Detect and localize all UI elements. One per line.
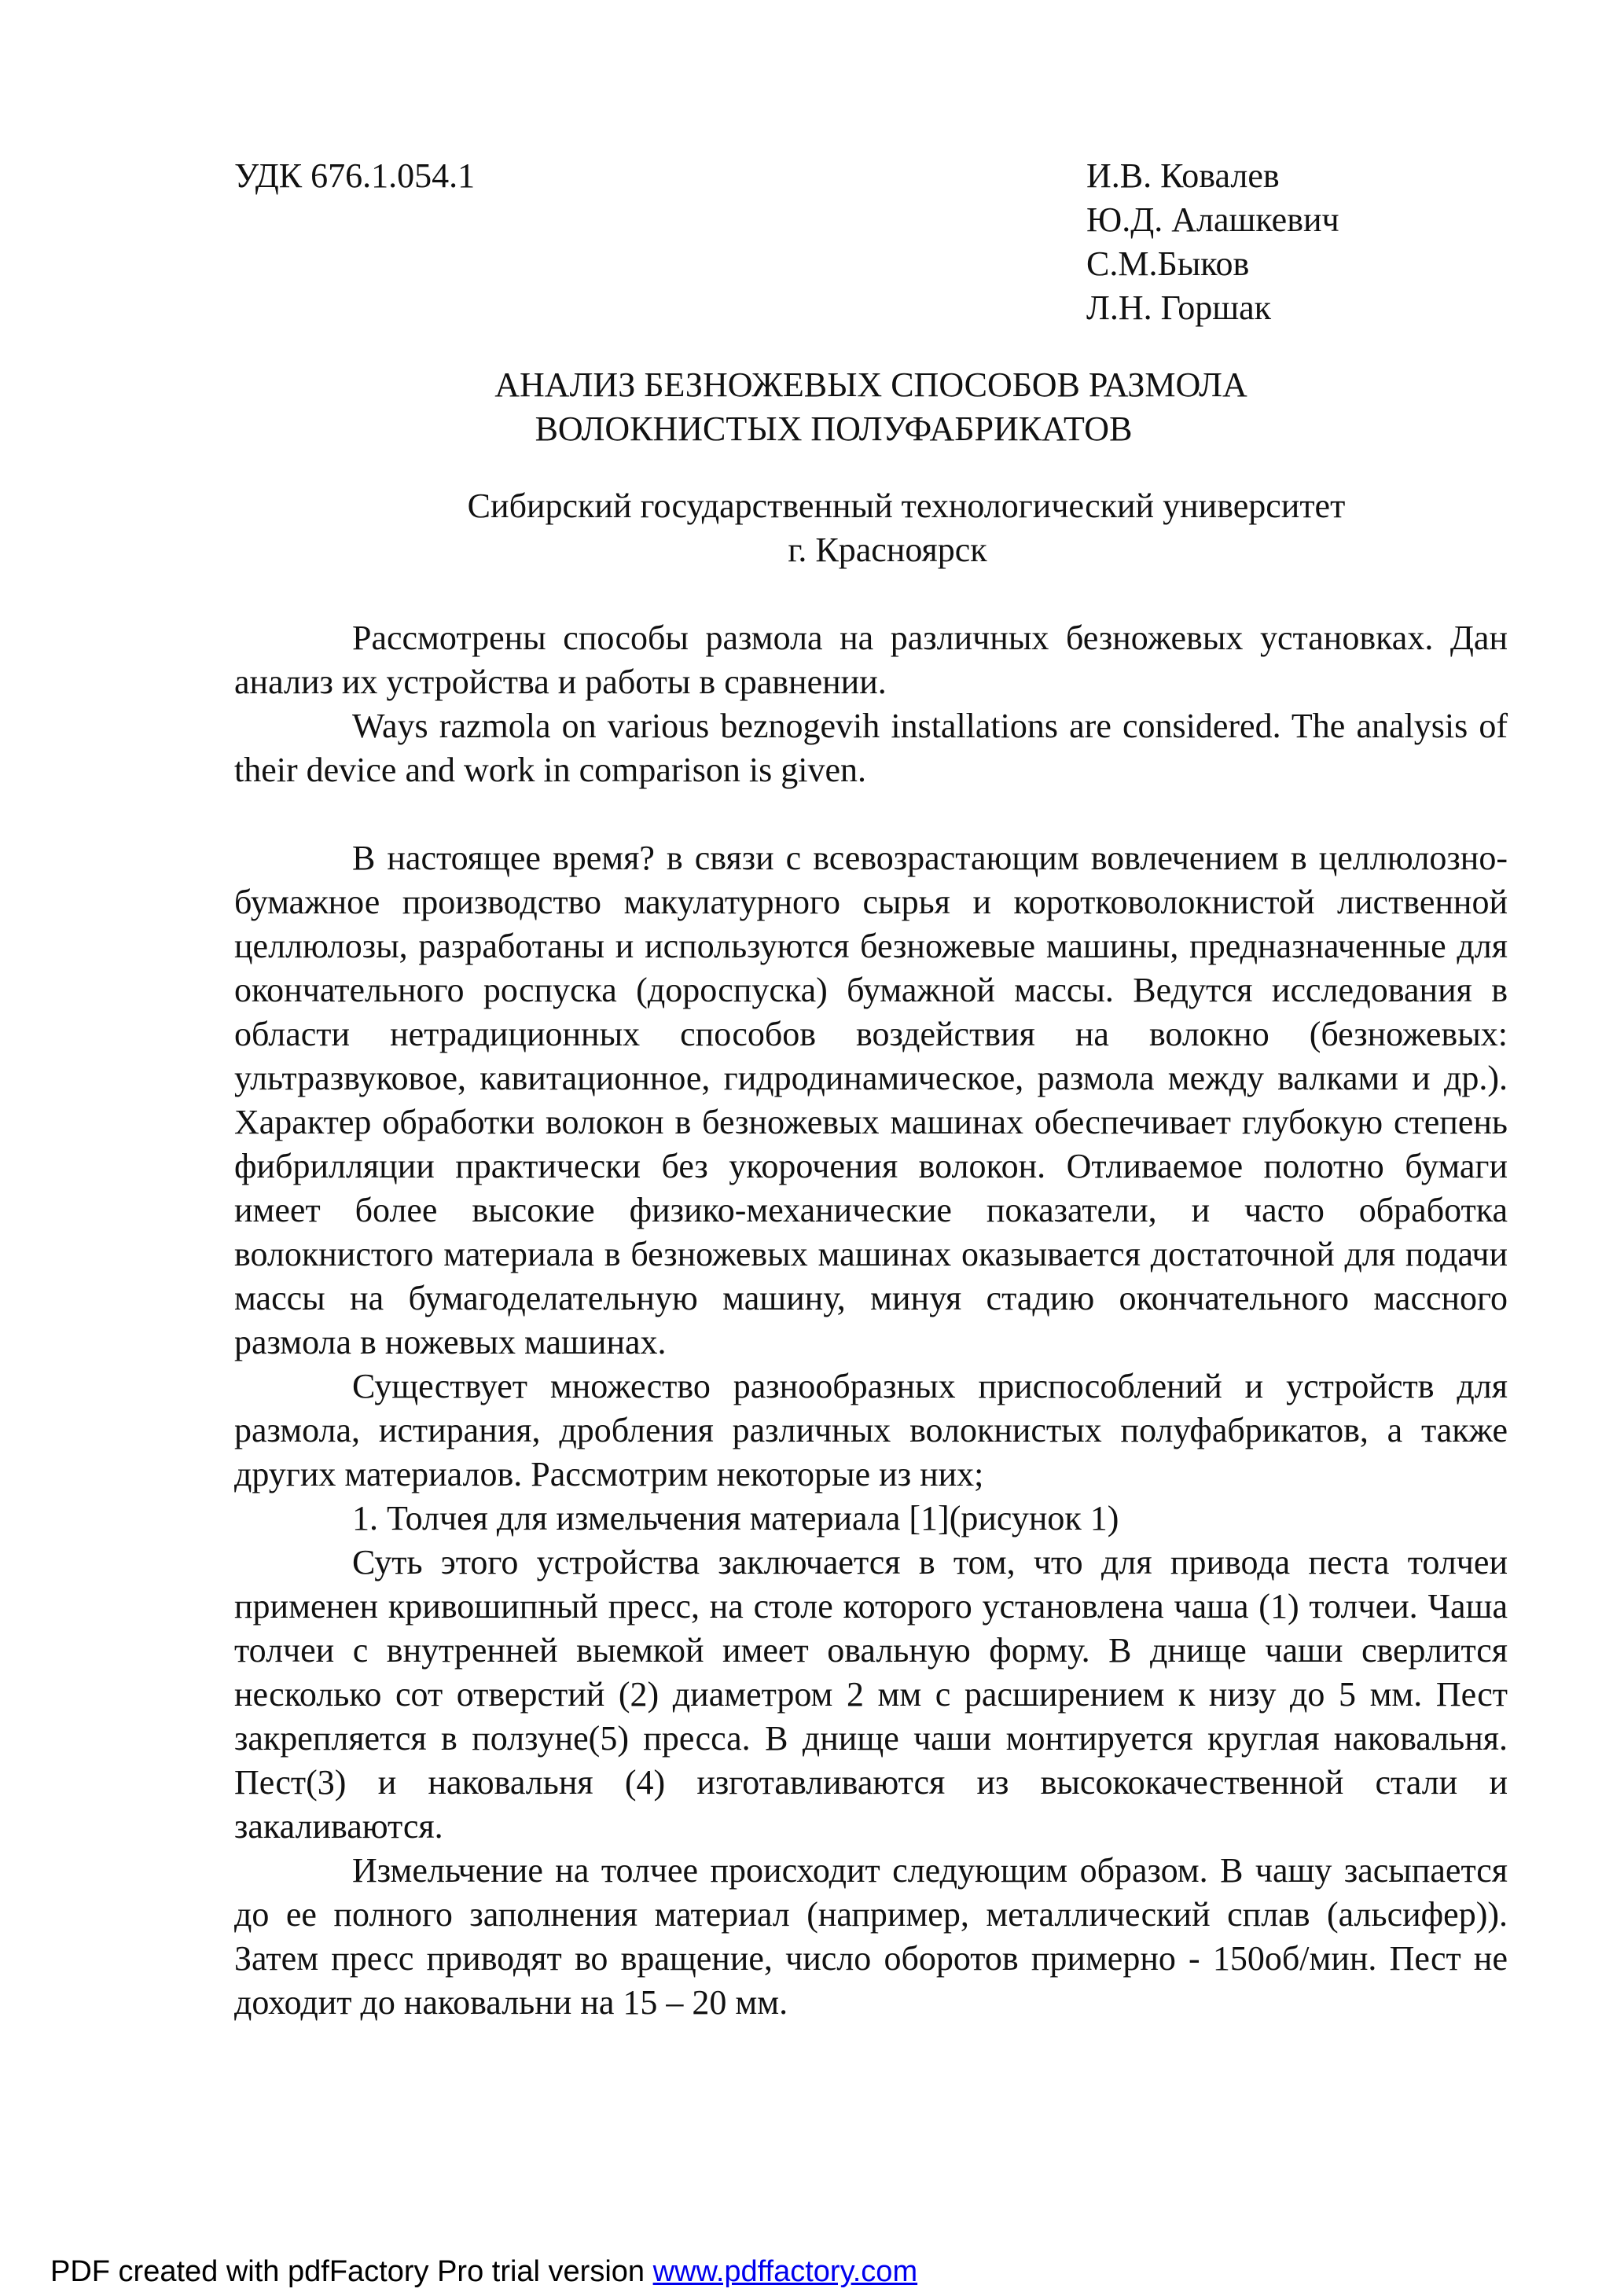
article-title-line-1: АНАЛИЗ БЕЗНОЖЕВЫХ СПОСОБОВ РАЗМОЛА [494,366,1247,404]
body-paragraph: В настоящее время? в связи с всевозрастающим вовлечением в целлюлозно-бумажное производство макулатурного сырья и коротковолокнистой лиственной целлюлозы, разработаны и используются безножевые машины, предназначенные для окончательного роспуска (дороспуска) бумажной массы. Ведутся исследования в области нетрадиционных способов воздействия на волокно (безножевых: ультразвуковое, кавитационное, гидродинамическое, размола между валками и др.). Характер обработки волокон в безножевых машинах обеспечивает глубокую степень фибрилляции практически без укорочения волокон. Отливаемое полотно бумаги имеет более высокие физико-механические показатели, и часто обработка волокнистого материала в безножевых машинах оказывается достаточной для подачи массы на бумагоделательную машину, минуя стадию окончательного массного размола в ножевых машинах. [234,839,1508,1361]
affiliation [234,484,1508,572]
author-name: С.М.Быков [1086,244,1250,283]
article-title [234,363,1508,451]
abstract-ru: Рассмотрены способы размола на различных безножевых установках. Дан анализ их устройства и работы в сравнении. [234,619,1508,701]
article-body [234,616,1508,2025]
body-paragraph: Существует множество разнообразных приспособлений и устройств для размола, истирания, дробления различных волокнистых полуфабрикатов, а также других материалов. Рассмотрим некоторые из них; [234,1367,1508,1493]
pdf-footer [50,2254,917,2289]
footer-link[interactable]: www.pdffactory.com [652,2255,918,2288]
author-list [1086,154,1339,330]
affiliation-university: Сибирский государственный технологический университет [467,487,1346,525]
body-paragraph: Измельчение на толчее происходит следующим образом. В чашу засыпается до ее полного заполнения материал (например, металлический сплав (альсифер)). Затем пресс приводят во вращение, число оборотов примерно - 150об/мин. Пест не доходит до наковальни на 15 – 20 мм. [234,1851,1508,2022]
article-title-line-2: ВОЛОКНИСТЫХ ПОЛУФАБРИКАТОВ [535,410,1133,448]
udc-code: УДК 676.1.054.1 [234,156,476,195]
affiliation-city: г. Красноярск [788,531,987,569]
author-name: Ю.Д. Алашкевич [1086,200,1339,239]
body-paragraph: Суть этого устройства заключается в том, что для привода песта толчеи применен кривошипный пресс, на столе которого установлена чаша (1) толчеи. Чаша толчеи с внутренней выемкой имеет овальную форму. В днище чаши сверлится несколько сот отверстий (2) диаметром 2 мм с расширением к низу до 5 мм. Пест закрепляется в ползуне(5) пресса. В днище чаши монтируется круглая наковальня. Пест(3) и наковальня (4) изготавливаются из высококачественной стали и закаливаются. [234,1543,1508,1846]
footer-text: PDF created with pdfFactory Pro trial version [50,2255,653,2288]
author-name: Л.Н. Горшак [1086,288,1271,327]
section-heading: 1. Толчея для измельчения материала [1](рисунок 1) [352,1499,1119,1537]
author-name: И.В. Ковалев [1086,156,1280,195]
abstract-en: Ways razmola on various beznogevih installations are considered. The analysis of their device and work in comparison is given. [234,707,1508,789]
